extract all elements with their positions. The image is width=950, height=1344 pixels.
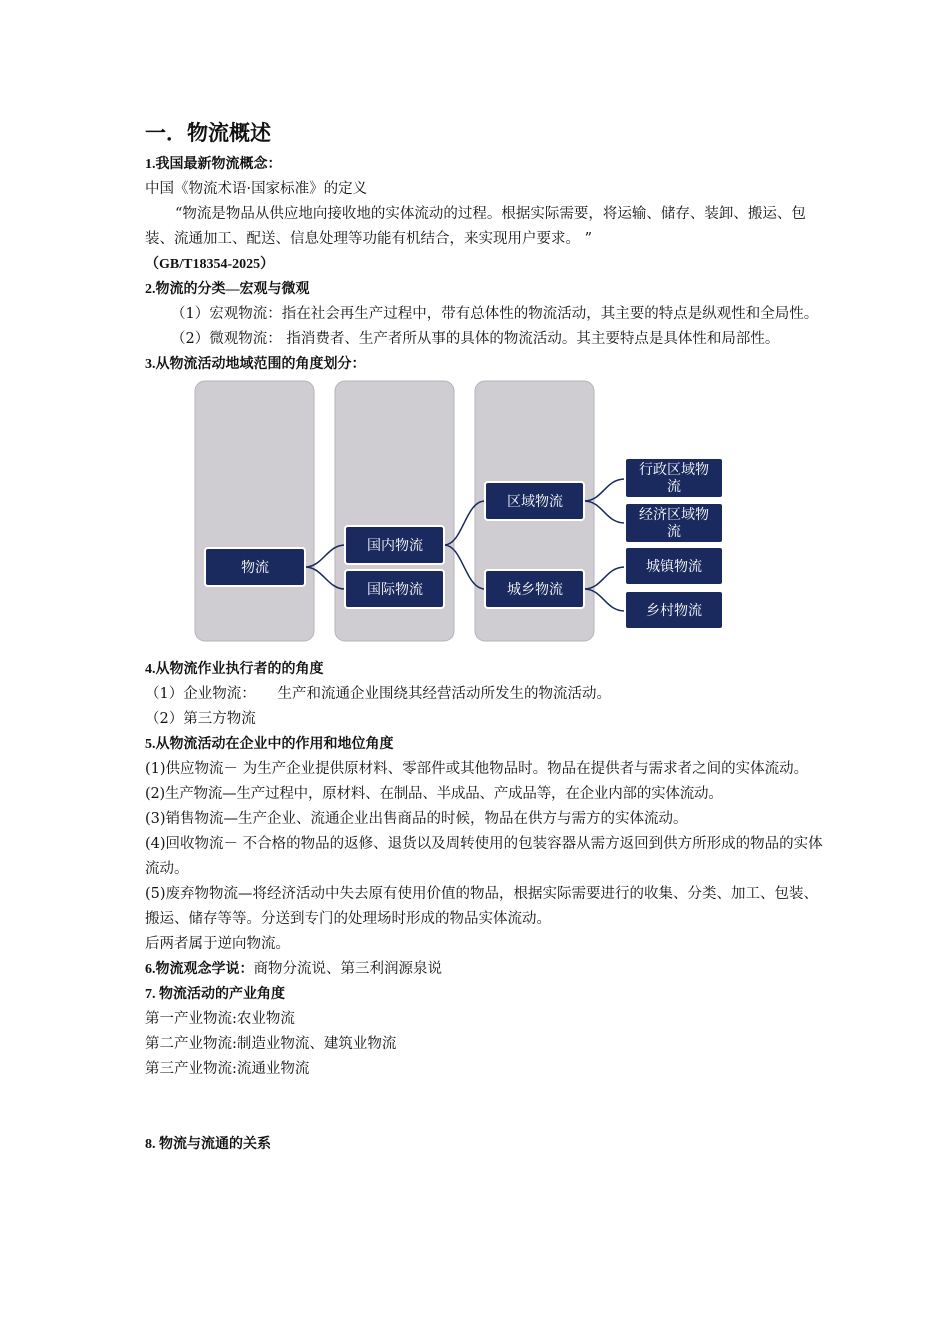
node-economic-region-label-2: 流 — [667, 524, 681, 540]
node-root — [205, 548, 305, 586]
section-6-text: 商物分流说、第三利润源泉说 — [253, 961, 442, 977]
definition-source: 中国《物流术语·国家标准》的定义 — [145, 181, 368, 197]
node-root-label: 物流 — [241, 560, 269, 576]
node-economic-region — [625, 503, 723, 543]
diagram-column-1 — [195, 381, 314, 641]
waste-logistics: (5)废弃物物流—将经济活动中失去原有使用价值的物品，根据实际需要进行的收集、分类、加工、包装、搬运、储存等等。分送到专门的处理场时形成的物品实体流动。 — [145, 886, 819, 927]
reverse-logistics-note: 后两者属于逆向物流。 — [145, 936, 290, 952]
third-party-logistics: （2）第三方物流 — [145, 711, 256, 727]
node-urban-rural — [485, 570, 584, 608]
node-international — [345, 570, 444, 608]
section-8-heading: 8. 物流与流通的关系 — [145, 1137, 271, 1152]
spacer — [145, 1082, 825, 1132]
section-1-heading: 1.我国最新物流概念： — [145, 157, 282, 172]
section-6-heading: 6.物流观念学说： — [145, 962, 254, 977]
section-2-heading: 2.物流的分类—宏观与微观 — [145, 282, 310, 297]
sales-logistics: (3)销售物流—生产企业、流通企业出售商品的时候，物品在供方与需方的实体流动。 — [145, 811, 688, 827]
section-7-heading: 7. 物流活动的产业角度 — [145, 987, 285, 1002]
section-5-heading: 5.从物流活动在企业中的作用和地位角度 — [145, 737, 394, 752]
node-town-label: 城镇物流 — [646, 559, 702, 575]
tertiary-industry-logistics: 第三产业物流:流通业物流 — [145, 1061, 310, 1077]
production-logistics: (2)生产物流—生产过程中，原材料、在制品、半成品、产成品等，在企业内部的实体流动。 — [145, 786, 723, 802]
node-international-label: 国际物流 — [367, 582, 423, 598]
section-3-heading: 3.从物流活动地域范围的角度划分： — [145, 357, 366, 372]
logistics-region-diagram — [145, 377, 825, 657]
document-page — [145, 118, 825, 1157]
section-4-heading: 4.从物流作业执行者的的角度 — [145, 662, 324, 677]
node-domestic — [345, 526, 444, 564]
node-regional — [485, 482, 584, 520]
micro-logistics: （2）微观物流： 指消费者、生产者所从事的具体的物流活动。其主要特点是具体性和局部性。 — [171, 331, 780, 347]
primary-industry-logistics: 第一产业物流:农业物流 — [145, 1011, 295, 1027]
return-logistics: (4)回收物流－ 不合格的物品的返修、退货以及周转使用的包装容器从需方返回到供方所形成的物品的实体流动。 — [145, 836, 823, 877]
node-admin-region-label-1: 行政区域物 — [639, 462, 709, 478]
enterprise-logistics: （1）企业物流： 生产和流通企业围绕其经营活动所发生的物流活动。 — [145, 686, 611, 702]
page-title: 一．物流概述 — [145, 120, 271, 145]
node-regional-label: 区域物流 — [507, 494, 563, 510]
node-village-label: 乡村物流 — [646, 603, 702, 619]
node-village — [625, 591, 723, 629]
supply-logistics: (1)供应物流－ 为生产企业提供原材料、零部件或其他物品时。物品在提供者与需求者之间的实体流动。 — [145, 761, 809, 777]
secondary-industry-logistics: 第二产业物流:制造业物流、建筑业物流 — [145, 1036, 397, 1052]
node-admin-region-label-2: 流 — [667, 479, 681, 495]
node-admin-region — [625, 458, 723, 498]
node-town — [625, 547, 723, 585]
node-urban-rural-label: 城乡物流 — [507, 582, 563, 598]
node-domestic-label: 国内物流 — [367, 538, 423, 554]
section-6 — [145, 957, 825, 982]
definition-quote: “物流是物品从供应地向接收地的实体流动的过程。根据实际需要，将运输、储存、装卸、搬运、包装、流通加工、配送、信息处理等功能有机结合，来实现用户要求。 ” — [145, 206, 806, 247]
standard-code: （GB/T18354-2025） — [145, 257, 275, 272]
macro-logistics: （1）宏观物流：指在社会再生产过程中，带有总体性的物流活动，其主要的特点是纵观性和全局性。 — [171, 306, 819, 322]
node-economic-region-label-1: 经济区域物 — [639, 507, 709, 523]
